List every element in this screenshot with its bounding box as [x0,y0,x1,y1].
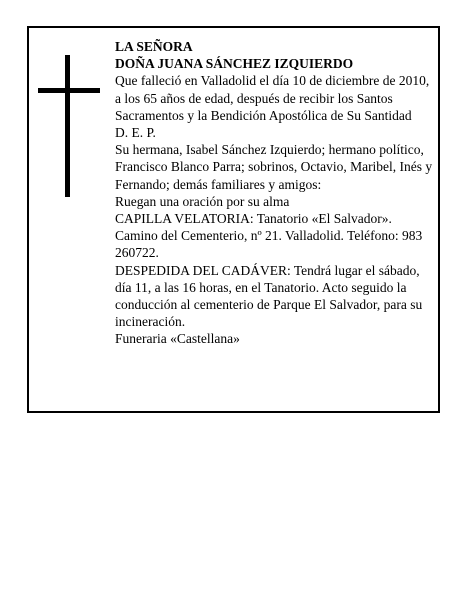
obituary-text [115,38,433,348]
chapel-info: CAPILLA VELATORIA: Tanatorio «El Salvador». Camino del Cementerio, nº 21. Valladolid. Teléfono: 983 260722. [115,211,423,261]
rip-abbreviation: D. E. P. [115,125,156,141]
cross-icon [38,55,100,197]
prayer-request: Ruegan una oración por su alma [115,193,290,209]
funeral-home: Funeraria «Castellana» [115,331,240,347]
deceased-name: DOÑA JUANA SÁNCHEZ IZQUIERDO [115,56,354,72]
family-list: Su hermana, Isabel Sánchez Izquierdo; hermano político, Francisco Blanco Parra; sobrinos, Octavio, Maribel, Inés y Fernando; demás familiares y amigos: [115,142,433,192]
notice-title: LA SEÑORA [115,39,193,54]
cross-horizontal-bar [38,88,100,93]
farewell-info: DESPEDIDA DEL CADÁVER: Tendrá lugar el sábado, día 11, a las 16 horas, en el Tanatorio. Acto seguido la conducción al cementerio de Parque El Salvador, para su incineración. [115,262,423,330]
cross-vertical-bar [65,55,70,197]
death-statement: Que falleció en Valladolid el día 10 de diciembre de 2010, a los 65 años de edad, después de recibir los Santos Sacramentos y la Bendición Apostólica de Su Santidad [115,73,430,123]
